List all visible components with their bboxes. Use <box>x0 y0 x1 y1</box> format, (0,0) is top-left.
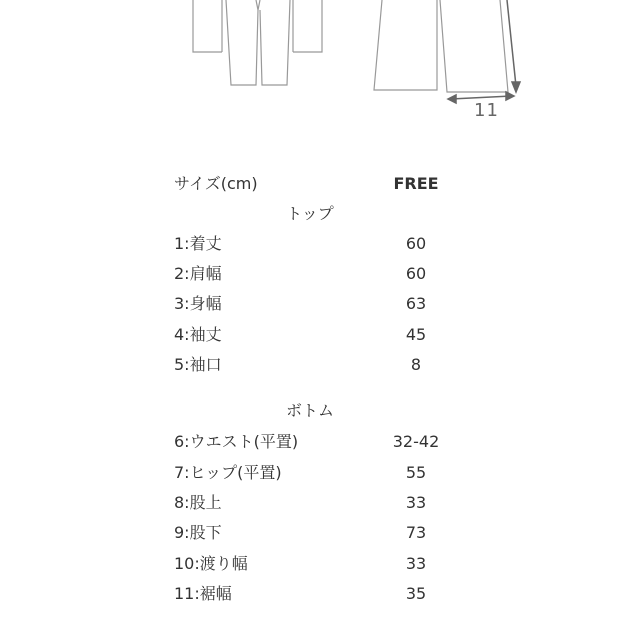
hem-width-dimension-label: 11 <box>474 100 499 121</box>
bottom-section-heading: ボトム <box>285 401 334 420</box>
row-label: 7:ヒップ(平置) <box>174 463 282 482</box>
top-section-heading: トップ <box>286 204 334 223</box>
row-label: 2:肩幅 <box>174 264 222 283</box>
table-row <box>0 353 621 377</box>
row-value: 32-42 <box>392 432 440 451</box>
row-label: 9:股下 <box>174 523 222 542</box>
table-row <box>0 582 621 606</box>
row-value: 8 <box>410 355 422 374</box>
row-value: 33 <box>405 554 427 573</box>
size-free-header: FREE <box>393 174 439 193</box>
table-header-row <box>0 172 621 196</box>
row-label: 8:股上 <box>174 493 222 512</box>
size-unit-label: サイズ(cm) <box>174 174 258 193</box>
table-row <box>0 461 621 485</box>
row-label: 5:袖口 <box>174 355 222 374</box>
table-row <box>0 232 621 256</box>
table-row <box>0 292 621 316</box>
row-label: 11:裾幅 <box>174 584 232 603</box>
table-row <box>0 262 621 286</box>
row-value: 55 <box>405 463 427 482</box>
row-label: 1:着丈 <box>174 234 222 253</box>
row-value: 73 <box>405 523 427 542</box>
table-row <box>0 323 621 347</box>
row-label: 3:身幅 <box>174 294 222 313</box>
table-row <box>0 521 621 545</box>
table-row <box>0 491 621 515</box>
table-row <box>0 430 621 454</box>
row-value: 45 <box>405 325 427 344</box>
row-label: 4:袖丈 <box>174 325 222 344</box>
row-label: 6:ウエスト(平置) <box>174 432 299 451</box>
row-value: 33 <box>405 493 427 512</box>
row-label: 10:渡り幅 <box>174 554 248 573</box>
row-value: 63 <box>405 294 427 313</box>
row-value: 35 <box>405 584 427 603</box>
table-row <box>0 552 621 576</box>
row-value: 60 <box>405 264 427 283</box>
row-value: 60 <box>405 234 427 253</box>
